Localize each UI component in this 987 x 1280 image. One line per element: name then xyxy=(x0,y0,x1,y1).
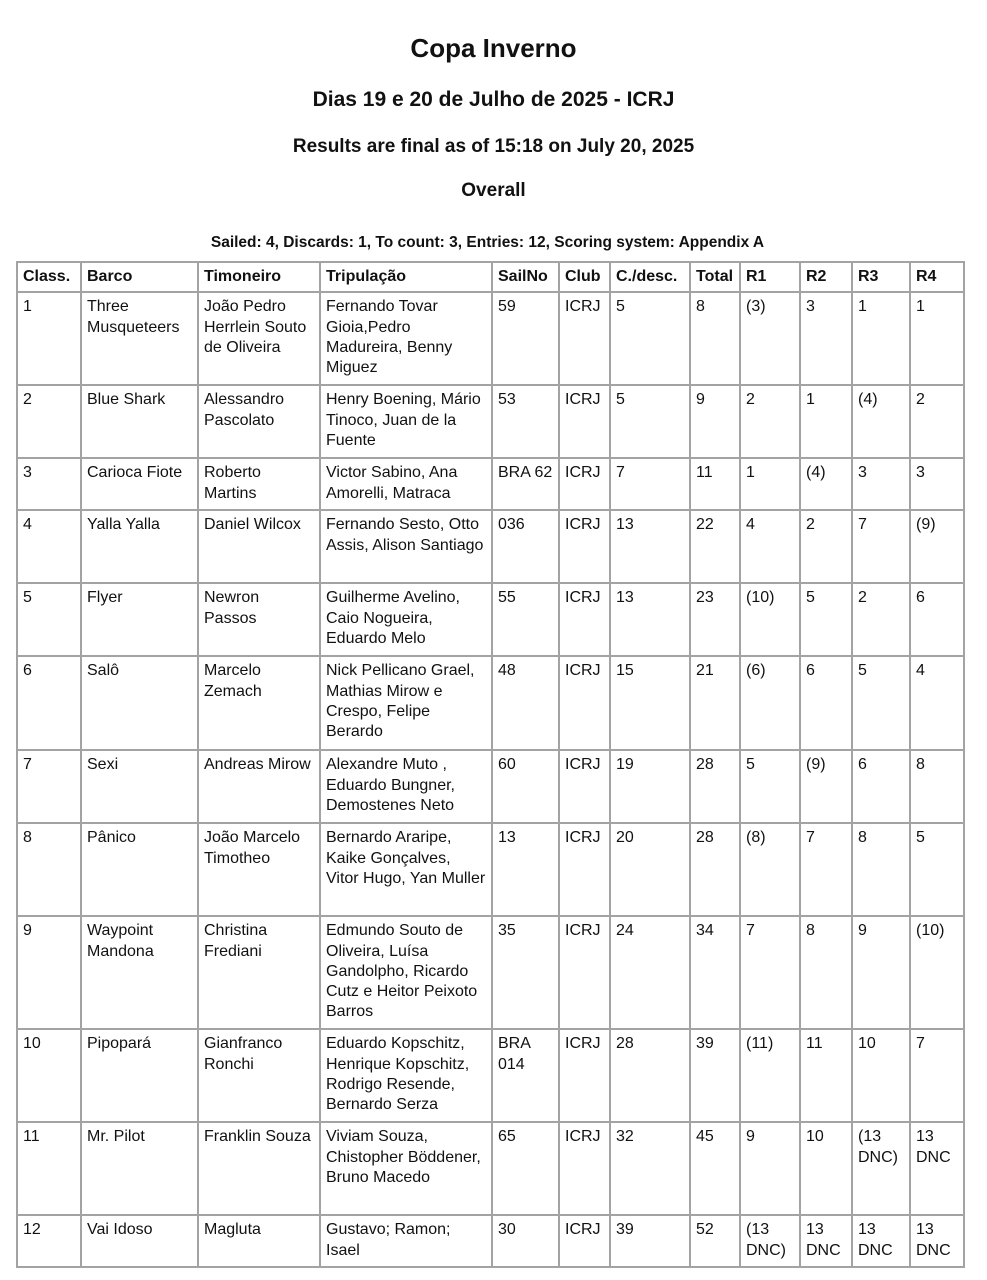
race-2-cell: 1 xyxy=(800,385,852,458)
sailno-cell: 53 xyxy=(492,385,559,458)
table-row xyxy=(17,823,964,916)
club-cell: ICRJ xyxy=(559,292,610,385)
page-title: Copa Inverno xyxy=(410,33,577,63)
table-row xyxy=(17,1029,964,1122)
helm-cell: Newron Passos xyxy=(198,583,320,656)
net-points-cell: 20 xyxy=(610,823,690,916)
race-2-cell: (9) xyxy=(800,750,852,823)
crew-cell: Fernando Sesto, Otto Assis, Alison Santiago xyxy=(320,510,492,583)
sailno-cell: 48 xyxy=(492,656,559,750)
helm-cell: Gianfranco Ronchi xyxy=(198,1029,320,1122)
column-header-r4: R4 xyxy=(910,262,964,292)
race-1-cell: (6) xyxy=(740,656,800,750)
column-header-net: C./desc. xyxy=(610,262,690,292)
boat-cell: Blue Shark xyxy=(81,385,198,458)
total-points-cell: 39 xyxy=(690,1029,740,1122)
boat-cell: Sexi xyxy=(81,750,198,823)
total-points-cell: 11 xyxy=(690,458,740,510)
club-cell: ICRJ xyxy=(559,1029,610,1122)
table-row xyxy=(17,583,964,656)
race-4-cell: 4 xyxy=(910,656,964,750)
helm-cell: Andreas Mirow xyxy=(198,750,320,823)
crew-cell: Gustavo; Ramon; Isael xyxy=(320,1215,492,1267)
rank-cell: 3 xyxy=(17,458,81,510)
race-2-cell: 2 xyxy=(800,510,852,583)
helm-cell: Daniel Wilcox xyxy=(198,510,320,583)
results-table xyxy=(16,261,965,1268)
race-2-cell: 8 xyxy=(800,916,852,1029)
scoring-summary: Sailed: 4, Discards: 1, To count: 3, Entries: 12, Scoring system: Appendix A xyxy=(210,234,765,251)
race-3-cell: 3 xyxy=(852,458,910,510)
boat-cell: Waypoint Mandona xyxy=(81,916,198,1029)
sailno-cell: 55 xyxy=(492,583,559,656)
total-points-cell: 8 xyxy=(690,292,740,385)
race-4-cell: 13 DNC xyxy=(910,1122,964,1215)
race-4-cell: 1 xyxy=(910,292,964,385)
race-1-cell: (8) xyxy=(740,823,800,916)
rank-cell: 10 xyxy=(17,1029,81,1122)
table-row xyxy=(17,750,964,823)
rank-cell: 9 xyxy=(17,916,81,1029)
race-3-cell: (4) xyxy=(852,385,910,458)
rank-cell: 11 xyxy=(17,1122,81,1215)
race-4-cell: 7 xyxy=(910,1029,964,1122)
helm-cell: Marcelo Zemach xyxy=(198,656,320,750)
race-1-cell: 2 xyxy=(740,385,800,458)
table-row xyxy=(17,385,964,458)
sailno-cell: 59 xyxy=(492,292,559,385)
net-points-cell: 5 xyxy=(610,292,690,385)
race-4-cell: 6 xyxy=(910,583,964,656)
boat-cell: Vai Idoso xyxy=(81,1215,198,1267)
total-points-cell: 9 xyxy=(690,385,740,458)
race-1-cell: (11) xyxy=(740,1029,800,1122)
helm-cell: João Marcelo Timotheo xyxy=(198,823,320,916)
crew-cell: Victor Sabino, Ana Amorelli, Matraca xyxy=(320,458,492,510)
rank-cell: 12 xyxy=(17,1215,81,1267)
race-1-cell: 4 xyxy=(740,510,800,583)
table-row xyxy=(17,510,964,583)
race-2-cell: 6 xyxy=(800,656,852,750)
rank-cell: 4 xyxy=(17,510,81,583)
race-3-cell: 8 xyxy=(852,823,910,916)
net-points-cell: 15 xyxy=(610,656,690,750)
race-2-cell: 3 xyxy=(800,292,852,385)
crew-cell: Guilherme Avelino, Caio Nogueira, Eduardo Melo xyxy=(320,583,492,656)
section-heading: Overall xyxy=(461,180,526,201)
table-row xyxy=(17,656,964,750)
race-2-cell: 13 DNC xyxy=(800,1215,852,1267)
total-points-cell: 34 xyxy=(690,916,740,1029)
race-4-cell: 3 xyxy=(910,458,964,510)
race-1-cell: 5 xyxy=(740,750,800,823)
boat-cell: Mr. Pilot xyxy=(81,1122,198,1215)
club-cell: ICRJ xyxy=(559,916,610,1029)
column-header-crew: Tripulação xyxy=(320,262,492,292)
column-header-helm: Timoneiro xyxy=(198,262,320,292)
net-points-cell: 28 xyxy=(610,1029,690,1122)
race-3-cell: 7 xyxy=(852,510,910,583)
crew-cell: Nick Pellicano Grael, Mathias Mirow e Crespo, Felipe Berardo xyxy=(320,656,492,750)
helm-cell: Magluta xyxy=(198,1215,320,1267)
boat-cell: Three Musqueteers xyxy=(81,292,198,385)
race-4-cell: (9) xyxy=(910,510,964,583)
race-3-cell: 2 xyxy=(852,583,910,656)
race-3-cell: 9 xyxy=(852,916,910,1029)
race-3-cell: (13 DNC) xyxy=(852,1122,910,1215)
race-3-cell: 1 xyxy=(852,292,910,385)
race-2-cell: 10 xyxy=(800,1122,852,1215)
crew-cell: Fernando Tovar Gioia,Pedro Madureira, Benny Miguez xyxy=(320,292,492,385)
total-points-cell: 23 xyxy=(690,583,740,656)
event-subtitle: Dias 19 e 20 de Julho de 2025 - ICRJ xyxy=(312,88,675,111)
sailno-cell: BRA 62 xyxy=(492,458,559,510)
club-cell: ICRJ xyxy=(559,1215,610,1267)
club-cell: ICRJ xyxy=(559,583,610,656)
club-cell: ICRJ xyxy=(559,510,610,583)
race-4-cell: 13 DNC xyxy=(910,1215,964,1267)
race-4-cell: (10) xyxy=(910,916,964,1029)
net-points-cell: 24 xyxy=(610,916,690,1029)
sailno-cell: 65 xyxy=(492,1122,559,1215)
rank-cell: 6 xyxy=(17,656,81,750)
club-cell: ICRJ xyxy=(559,458,610,510)
helm-cell: Alessandro Pascolato xyxy=(198,385,320,458)
table-row xyxy=(17,292,964,385)
net-points-cell: 7 xyxy=(610,458,690,510)
table-row xyxy=(17,1122,964,1215)
table-row xyxy=(17,916,964,1029)
club-cell: ICRJ xyxy=(559,656,610,750)
race-2-cell: 11 xyxy=(800,1029,852,1122)
race-4-cell: 5 xyxy=(910,823,964,916)
results-status: Results are final as of 15:18 on July 20, 2025 xyxy=(292,136,695,157)
total-points-cell: 45 xyxy=(690,1122,740,1215)
boat-cell: Pânico xyxy=(81,823,198,916)
race-1-cell: (3) xyxy=(740,292,800,385)
sailno-cell: 13 xyxy=(492,823,559,916)
race-2-cell: (4) xyxy=(800,458,852,510)
net-points-cell: 32 xyxy=(610,1122,690,1215)
sailno-cell: 30 xyxy=(492,1215,559,1267)
column-header-club: Club xyxy=(559,262,610,292)
total-points-cell: 22 xyxy=(690,510,740,583)
helm-cell: Franklin Souza xyxy=(198,1122,320,1215)
net-points-cell: 19 xyxy=(610,750,690,823)
column-header-r1: R1 xyxy=(740,262,800,292)
sailno-cell: 60 xyxy=(492,750,559,823)
crew-cell: Bernardo Araripe, Kaike Gonçalves, Vitor Hugo, Yan Muller xyxy=(320,823,492,916)
helm-cell: Roberto Martins xyxy=(198,458,320,510)
race-1-cell: 9 xyxy=(740,1122,800,1215)
total-points-cell: 52 xyxy=(690,1215,740,1267)
table-row xyxy=(17,1215,964,1267)
race-3-cell: 13 DNC xyxy=(852,1215,910,1267)
boat-cell: Carioca Fiote xyxy=(81,458,198,510)
column-header-total: Total xyxy=(690,262,740,292)
column-header-sailno: SailNo xyxy=(492,262,559,292)
race-1-cell: 7 xyxy=(740,916,800,1029)
boat-cell: Pipopará xyxy=(81,1029,198,1122)
net-points-cell: 39 xyxy=(610,1215,690,1267)
boat-cell: Flyer xyxy=(81,583,198,656)
column-header-class: Class. xyxy=(17,262,81,292)
total-points-cell: 21 xyxy=(690,656,740,750)
boat-cell: Salô xyxy=(81,656,198,750)
column-header-boat: Barco xyxy=(81,262,198,292)
crew-cell: Henry Boening, Mário Tinoco, Juan de la Fuente xyxy=(320,385,492,458)
net-points-cell: 5 xyxy=(610,385,690,458)
boat-cell: Yalla Yalla xyxy=(81,510,198,583)
table-row xyxy=(17,458,964,510)
club-cell: ICRJ xyxy=(559,385,610,458)
crew-cell: Edmundo Souto de Oliveira, Luísa Gandolpho, Ricardo Cutz e Heitor Peixoto Barros xyxy=(320,916,492,1029)
race-1-cell: 1 xyxy=(740,458,800,510)
club-cell: ICRJ xyxy=(559,823,610,916)
club-cell: ICRJ xyxy=(559,750,610,823)
race-4-cell: 8 xyxy=(910,750,964,823)
net-points-cell: 13 xyxy=(610,510,690,583)
sailno-cell: 35 xyxy=(492,916,559,1029)
sailno-cell: BRA 014 xyxy=(492,1029,559,1122)
race-3-cell: 5 xyxy=(852,656,910,750)
race-4-cell: 2 xyxy=(910,385,964,458)
total-points-cell: 28 xyxy=(690,823,740,916)
race-1-cell: (13 DNC) xyxy=(740,1215,800,1267)
crew-cell: Eduardo Kopschitz, Henrique Kopschitz, Rodrigo Resende, Bernardo Serza xyxy=(320,1029,492,1122)
helm-cell: Christina Frediani xyxy=(198,916,320,1029)
rank-cell: 5 xyxy=(17,583,81,656)
crew-cell: Alexandre Muto , Eduardo Bungner, Demostenes Neto xyxy=(320,750,492,823)
column-header-r3: R3 xyxy=(852,262,910,292)
race-2-cell: 7 xyxy=(800,823,852,916)
race-3-cell: 6 xyxy=(852,750,910,823)
table-header-row xyxy=(17,262,964,292)
rank-cell: 7 xyxy=(17,750,81,823)
sailno-cell: 036 xyxy=(492,510,559,583)
net-points-cell: 13 xyxy=(610,583,690,656)
race-2-cell: 5 xyxy=(800,583,852,656)
rank-cell: 2 xyxy=(17,385,81,458)
crew-cell: Viviam Souza, Chistopher Böddener, Bruno Macedo xyxy=(320,1122,492,1215)
race-1-cell: (10) xyxy=(740,583,800,656)
race-3-cell: 10 xyxy=(852,1029,910,1122)
column-header-r2: R2 xyxy=(800,262,852,292)
helm-cell: João Pedro Herrlein Souto de Oliveira xyxy=(198,292,320,385)
rank-cell: 8 xyxy=(17,823,81,916)
rank-cell: 1 xyxy=(17,292,81,385)
club-cell: ICRJ xyxy=(559,1122,610,1215)
total-points-cell: 28 xyxy=(690,750,740,823)
